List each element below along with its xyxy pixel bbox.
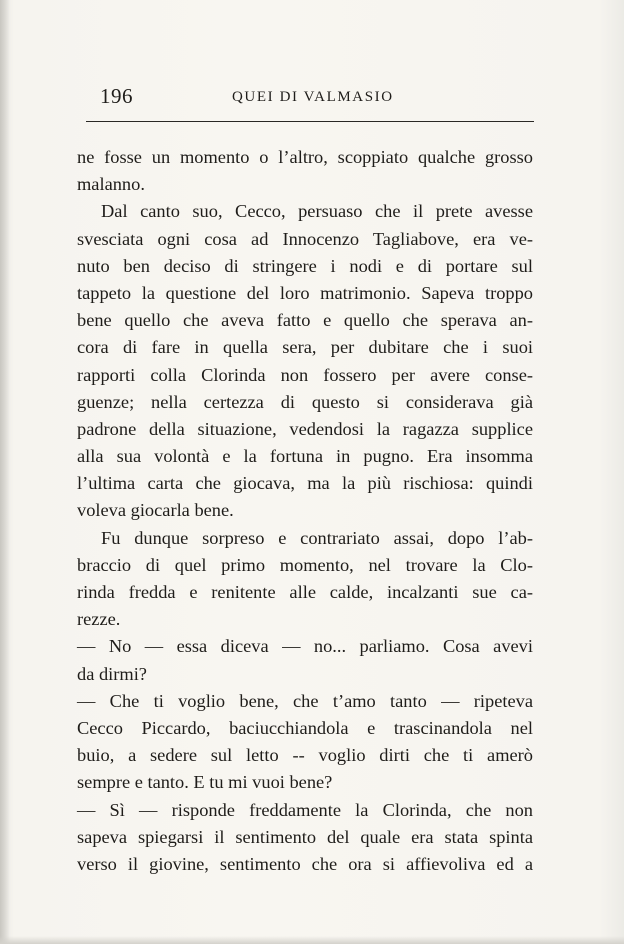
text-line: l’ultima carta che giocava, ma la più rischiosa: quindi bbox=[77, 473, 533, 494]
text-line: buio, a sedere sul letto -- voglio dirti che ti amerò bbox=[77, 745, 533, 766]
text-line: da dirmi? bbox=[77, 663, 147, 684]
text-line: — Sì — risponde freddamente la Clorinda, che non bbox=[77, 799, 533, 820]
text-line: cora di fare in quella sera, per dubitare che i suoi bbox=[77, 337, 533, 358]
text-line: tappeto la questione del loro matrimonio. Sapeva troppo bbox=[77, 282, 533, 303]
page-bottom-edge bbox=[0, 936, 624, 944]
header-rule bbox=[86, 121, 534, 122]
text-line: malanno. bbox=[77, 174, 145, 195]
text-line: — No — essa diceva — no... parliamo. Cosa avevi bbox=[77, 636, 533, 657]
text-line: ne fosse un momento o l’altro, scoppiato qualche grosso bbox=[77, 147, 533, 167]
text-line: rezze. bbox=[77, 609, 121, 630]
text-line: Fu dunque sorpreso e contrariato assai, dopo l’ab- bbox=[101, 527, 533, 548]
text-line: sempre e tanto. E tu mi vuoi bene? bbox=[77, 772, 333, 793]
text-line: bene quello che aveva fatto e quello che sperava an- bbox=[77, 310, 533, 331]
text-line: guenze; nella certezza di questo si considerava già bbox=[77, 391, 533, 412]
text-line: svesciata ogni cosa ad Innocenzo Tagliabove, era ve- bbox=[77, 228, 533, 249]
page-header bbox=[100, 84, 536, 112]
text-line: voleva giocarla bene. bbox=[77, 500, 234, 521]
text-line: padrone della situazione, vedendosi la ragazza supplice bbox=[77, 418, 533, 439]
text-line: nuto ben deciso di stringere i nodi e di portare sul bbox=[77, 255, 533, 276]
page-binding-shadow bbox=[0, 0, 10, 944]
text-line: Dal canto suo, Cecco, persuaso che il prete avesse bbox=[101, 201, 533, 222]
page-number: 196 bbox=[100, 84, 133, 108]
text-line: sapeva spiegarsi il sentimento del quale era stata spinta bbox=[77, 826, 533, 847]
text-line: Cecco Piccardo, baciucchiandola e trascinandola nel bbox=[77, 717, 533, 738]
text-line: rapporti colla Clorinda non fossero per avere conse- bbox=[77, 364, 533, 385]
text-line: alla sua volontà e la fortuna in pugno. Era insomma bbox=[77, 446, 533, 467]
running-title: QUEI DI VALMASIO bbox=[232, 89, 394, 105]
text-line: verso il giovine, sentimento che ora si affievoliva ed a bbox=[77, 853, 533, 874]
body-text bbox=[77, 144, 533, 878]
text-line: — Che ti voglio bene, che t’amo tanto — ripeteva bbox=[77, 690, 533, 711]
text-line: braccio di quel primo momento, nel trovare la Clo- bbox=[77, 554, 533, 575]
text-line: rinda fredda e renitente alle calde, incalzanti sue ca- bbox=[77, 582, 533, 602]
